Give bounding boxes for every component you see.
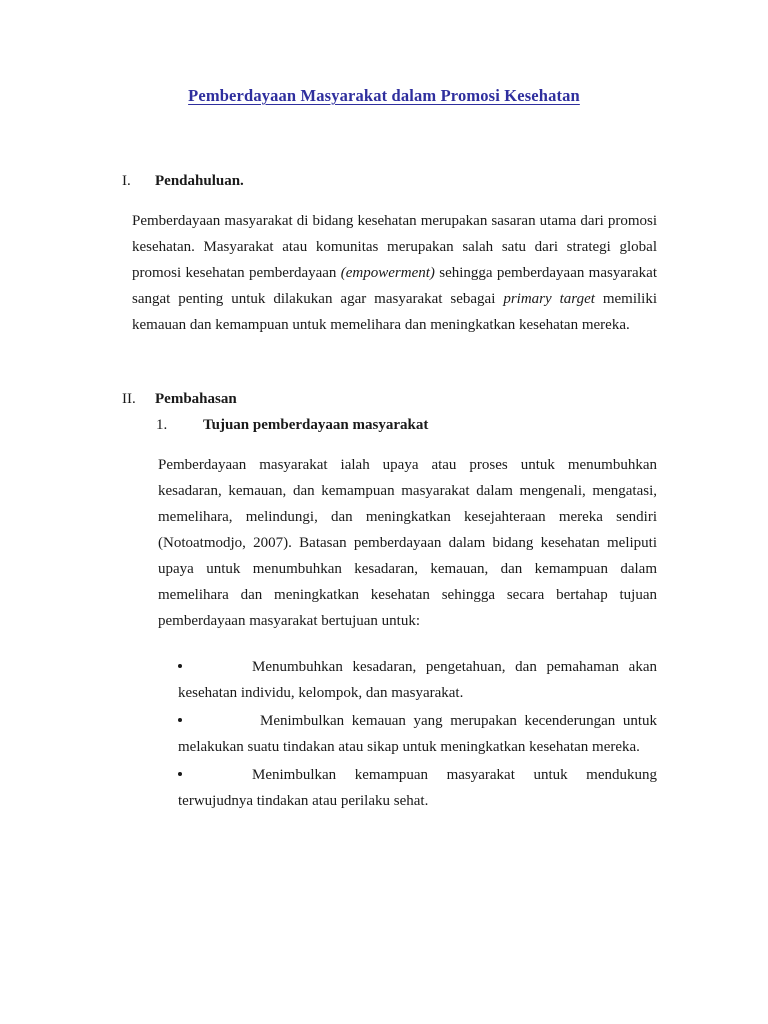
list-item-text: Menimbulkan kemampuan masyarakat untuk mendukung terwujudnya tindakan atau perilaku sehat.	[178, 767, 657, 809]
paragraph-pendahuluan-italic-empowerment: (empowerment)	[340, 265, 435, 281]
paragraph-pendahuluan-text-2: sehingga pemberdayaan masyarakat sangat penting untuk dilakukan agar masyarakat sebagai	[132, 265, 657, 307]
subsection-title-tujuan: Tujuan pemberdayaan masyarakat	[203, 417, 429, 433]
document-title: Pemberdayaan Masyarakat dalam Promosi Kesehatan	[188, 86, 580, 105]
paragraph-pendahuluan	[132, 208, 657, 338]
paragraph-pendahuluan-text-3: memiliki kemauan dan kemampuan untuk memelihara dan meningkatkan kesehatan mereka.	[132, 291, 658, 333]
paragraph-pendahuluan-italic-primary-target: primary target	[503, 291, 595, 307]
list-item-text: Menumbuhkan kesadaran, pengetahuan, dan pemahaman akan kesehatan individu, kelompok, dan masyarakat.	[178, 659, 657, 701]
list-item	[178, 654, 657, 706]
bullet-point-icon	[178, 772, 182, 776]
subsection-heading-tujuan	[156, 412, 658, 438]
paragraph-pendahuluan-text-1: Pemberdayaan masyarakat di bidang kesehatan merupakan sasaran utama dari promosi kesehatan. Masyarakat atau komunitas merupakan salah satu dari strategi global promosi kesehatan pemberdayaan	[132, 213, 657, 281]
list-item	[178, 762, 657, 814]
section-numeral-ii: II.	[122, 391, 136, 407]
section-title-pendahuluan: Pendahuluan.	[155, 173, 244, 189]
list-item	[178, 708, 657, 760]
section-heading-pendahuluan	[122, 168, 658, 194]
subsection-numeral-1: 1.	[156, 417, 168, 433]
list-item-text: Menimbulkan kemauan yang merupakan kecenderungan untuk melakukan suatu tindakan atau sikap untuk meningkatkan kesehatan mereka.	[178, 713, 657, 755]
bullet-point-icon	[178, 718, 182, 722]
section-numeral-i: I.	[122, 173, 131, 189]
section-heading-pembahasan	[122, 386, 658, 412]
section-title-pembahasan: Pembahasan	[155, 391, 237, 407]
bullet-point-icon	[178, 664, 182, 668]
paragraph-tujuan: Pemberdayaan masyarakat ialah upaya atau proses untuk menumbuhkan kesadaran, kemauan, dan kemampuan masyarakat dalam mengenali, mengatasi, memelihara, melindungi, dan meningkatkan kesejahteraan mereka sendiri (Notoatmodjo, 2007). Batasan pemberdayaan dalam bidang kesehatan meliputi upaya untuk menumbuhkan kesadaran, kemauan, dan kemampuan dalam memelihara dan meningkatkan kesehatan sehingga secara bertahap tujuan pemberdayaan masyarakat bertujuan untuk:	[158, 457, 657, 629]
